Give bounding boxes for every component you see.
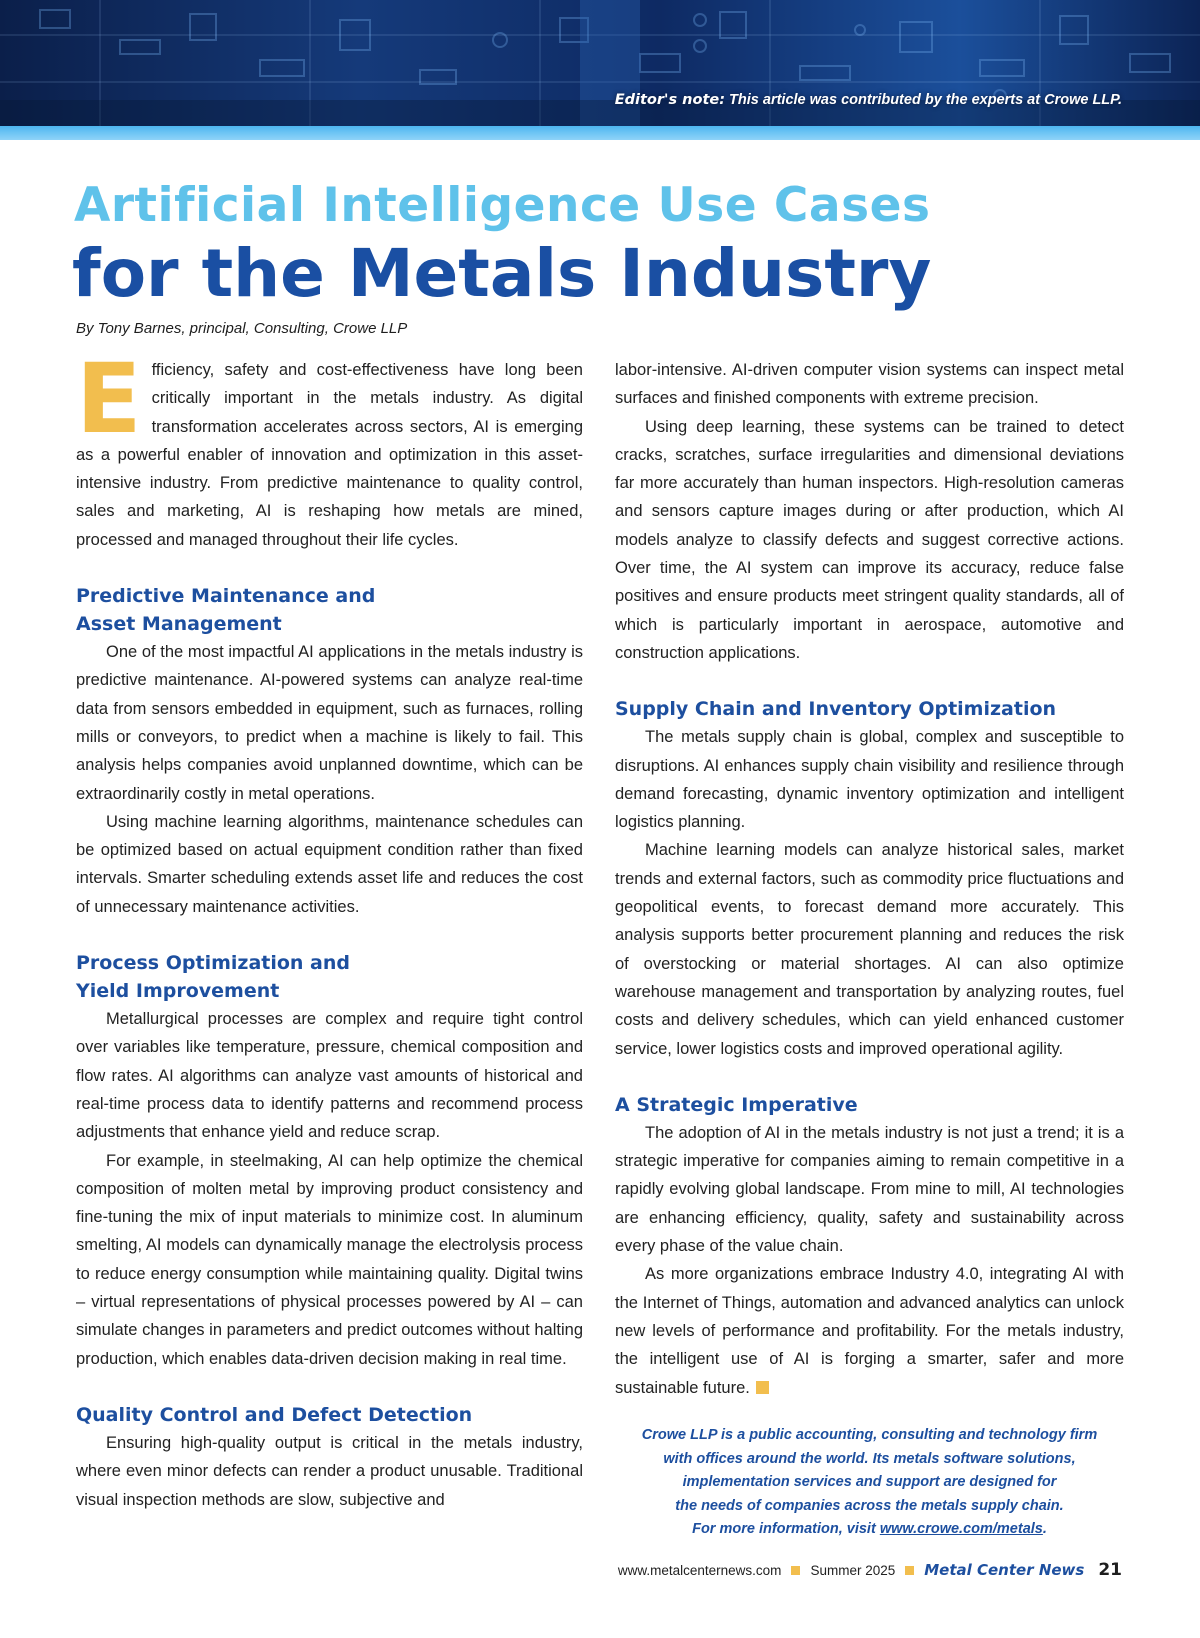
header-banner [0,0,1200,126]
end-mark-icon [756,1381,769,1394]
heading-process-optimization [76,949,583,1005]
paragraph: The adoption of AI in the metals industry is not just a trend; it is a strategic imperative for companies aiming to remain competitive in a rapidly evolving global landscape. From mine to mill, AI technologies are enhancing efficiency, quality, safety and sustainability across every phase of the value chain. [615,1123,1124,1256]
paragraph-final [615,1260,1124,1401]
footer-website: www.metalcenternews.com [617,1562,782,1578]
company-note-line: the needs of companies across the metals supply chain. [675,1497,1064,1514]
byline: By Tony Barnes, principal, Consulting, Crowe LLP [76,320,408,337]
paragraph-text: As more organizations embrace Industry 4.0, integrating AI with the Internet of Things, automation and advanced analytics can unlock new levels of performance and profitability. For the metals industry, the intelligent use of AI is forging a smarter, safer and more sustainable future. [615,1265,1124,1397]
company-note-text: . [1042,1521,1047,1537]
footer-issue: Summer 2025 [810,1562,896,1578]
crowe-website-link[interactable]: www.crowe.com/metals [879,1521,1043,1537]
editor-note-text: This article was contributed by the experts at Crowe LLP. [729,92,1122,108]
heading-supply-chain: Supply Chain and Inventory Optimization [615,698,1057,721]
paragraph: The metals supply chain is global, complex and susceptible to disruptions. AI enhances supply chain visibility and resilience through demand forecasting, dynamic inventory optimization and intelligent logistics planning. [615,728,1124,832]
editor-note-label: Editor's note: [614,92,726,108]
company-note-line [615,1518,1124,1542]
paragraph-continued: labor-intensive. AI-driven computer vision systems can inspect metal surfaces and finished components with extreme precision. [615,361,1124,408]
paragraph: Machine learning models can analyze historical sales, market trends and external factors, such as commodity price fluctuations and geopolitical events, to forecast demand more accurately. This analysis supports better procurement planning and reduces the risk of overstocking or material shortages. AI can also optimize warehouse management and transportation by analyzing routes, fuel costs and delivery schedules, which can yield enhanced customer service, lower logistics costs and improved operational agility. [615,841,1124,1058]
heading-line: Yield Improvement [76,980,280,1003]
paragraph: Using machine learning algorithms, maintenance schedules can be optimized based on actual equipment condition rather than fixed intervals. Smarter scheduling extends asset life and reduces the cost of unnecessary maintenance activities. [76,812,583,916]
page-footer [618,1558,1122,1582]
paragraph: Metallurgical processes are complex and require tight control over variables like temperature, pressure, chemical composition and flow rates. AI algorithms can analyze vast amounts of historical and real-time process data to identify patterns and recommend process adjustments that enhance yield and reduce scrap. [76,1010,583,1142]
bullet-square-icon [791,1566,800,1575]
heading-line: Process Optimization and [76,952,351,975]
heading-strategic-imperative: A Strategic Imperative [615,1093,858,1116]
editor-note [615,92,1122,108]
article-title-line2: for the Metals Industry [72,235,932,312]
drop-cap: E [76,343,142,455]
company-note-line: with offices around the world. Its metals software solutions, [663,1450,1076,1467]
company-note-line: implementation services and support are designed for [682,1474,1057,1490]
banner-accent-strip [0,126,1200,140]
left-column [76,343,583,1514]
company-note [615,1424,1124,1542]
company-note-line: Crowe LLP is a public accounting, consulting and technology firm [641,1427,1098,1443]
paragraph: One of the most impactful AI applications in the metals industry is predictive maintenance. AI-powered systems can analyze real-time data from sensors embedded in equipment, such as furnaces, rolling mills or conveyors, to predict when a machine is likely to fail. This analysis helps companies avoid unplanned downtime, which can be extraordinarily costly in metal operations. [76,643,583,803]
heading-quality-control: Quality Control and Defect Detection [76,1403,473,1426]
intro-text: fficiency, safety and cost-effectiveness have long been critically important in the metals industry. As digital transformation accelerates across sectors, AI is emerging as a powerful enabler of innovation and optimization in this asset-intensive industry. From predictive maintenance to quality control, sales and marketing, AI is reshaping how metals are mined, processed and managed throughout their life cycles. [76,361,583,549]
company-note-text: For more information, visit [692,1521,880,1537]
paragraph: For example, in steelmaking, AI can help optimize the chemical composition of molten metal by improving product consistency and fine-tuning the mix of input materials to minimize cost. In aluminum smelting, AI models can dynamically manage the electrolysis process to reduce energy consumption while maintaining quality. Digital twins – virtual representations of physical processes powered by AI – can simulate changes in parameters and predict outcomes without halting production, which enables data-driven decision making in real time. [76,1151,583,1368]
heading-line: Asset Management [76,613,282,636]
footer-magazine-name: Metal Center News [924,1561,1085,1579]
page-number: 21 [1098,1560,1122,1580]
intro-paragraph [76,343,583,554]
bullet-square-icon [905,1566,914,1575]
right-column [615,356,1124,1402]
paragraph: Ensuring high-quality output is critical in the metals industry, where even minor defects can render a product unusable. Traditional visual inspection methods are slow, subjective and [76,1433,583,1509]
paragraph: Using deep learning, these systems can be trained to detect cracks, scratches, surface irregularities and dimensional deviations far more accurately than human inspectors. High-resolution cameras and sensors capture images during or after production, which AI models analyze to classify defects and suggest corrective actions. Over time, the AI system can improve its accuracy, reduce false positives and ensure products meet stringent quality standards, all of which is particularly important in aerospace, automotive and construction applications. [615,417,1124,662]
heading-predictive-maintenance [76,582,583,638]
article-title-line1: Artificial Intelligence Use Cases [74,178,931,233]
heading-line: Predictive Maintenance and [76,585,376,608]
